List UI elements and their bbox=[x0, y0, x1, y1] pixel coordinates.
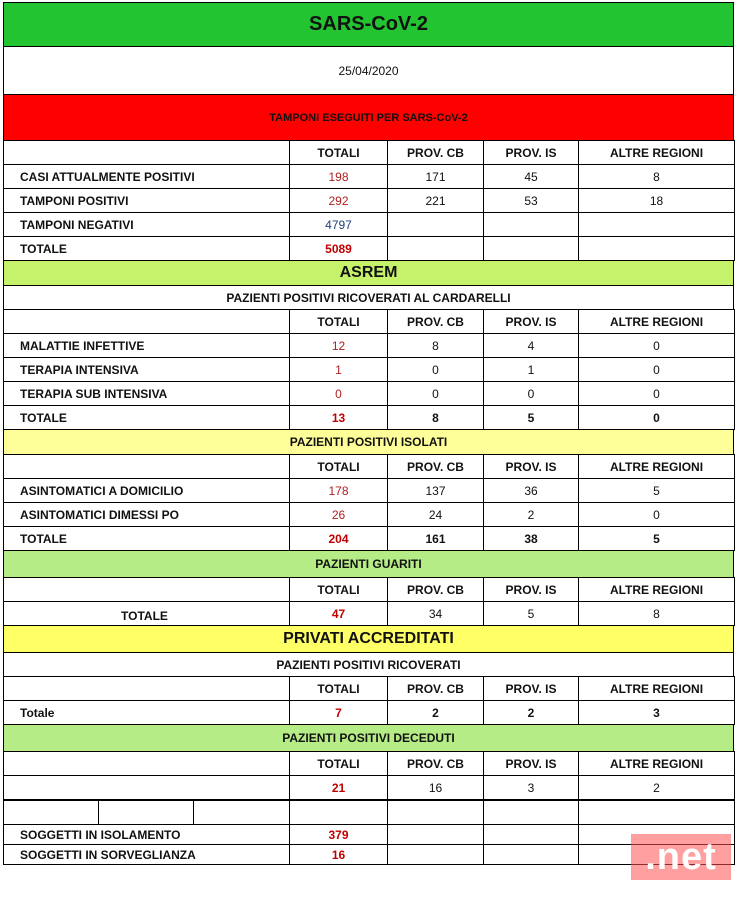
table-row bbox=[4, 527, 735, 551]
table-row bbox=[4, 825, 735, 845]
row-label: TERAPIA SUB INTENSIVA bbox=[4, 382, 290, 406]
header-totali: TOTALI bbox=[290, 310, 388, 334]
cell-totali: 198 bbox=[290, 165, 388, 189]
cell-prov-is bbox=[484, 237, 579, 261]
cell-altre-regioni: 0 bbox=[579, 334, 735, 358]
table-header-row bbox=[4, 752, 735, 776]
covid-report-sheet bbox=[3, 2, 734, 865]
cell-totali: 21 bbox=[290, 776, 388, 800]
row-label: Totale bbox=[4, 701, 290, 725]
cell-altre-regioni: 18 bbox=[579, 189, 735, 213]
ricoverati-cardarelli-title: PAZIENTI POSITIVI RICOVERATI AL CARDARELLI bbox=[3, 285, 734, 309]
cell-totali: 7 bbox=[290, 701, 388, 725]
empty-cell bbox=[388, 845, 484, 865]
guariti-table bbox=[3, 577, 735, 626]
cell-prov-cb: 171 bbox=[388, 165, 484, 189]
cell-altre-regioni: 5 bbox=[579, 479, 735, 503]
table-header-row bbox=[4, 310, 735, 334]
table-row bbox=[4, 334, 735, 358]
table-row bbox=[4, 776, 735, 800]
header-totali: TOTALI bbox=[290, 141, 388, 165]
empty-cell bbox=[484, 825, 579, 845]
cell-totali: 1 bbox=[290, 358, 388, 382]
empty-cell bbox=[388, 825, 484, 845]
row-label: TOTALE bbox=[4, 602, 290, 626]
cell-totali: 13 bbox=[290, 406, 388, 430]
soggetti-value: 16 bbox=[290, 845, 388, 865]
cell-prov-cb bbox=[388, 237, 484, 261]
table-row bbox=[4, 382, 735, 406]
deceduti-section-title: PAZIENTI POSITIVI DECEDUTI bbox=[3, 725, 734, 751]
table-row bbox=[4, 406, 735, 430]
cell-totali: 0 bbox=[290, 382, 388, 406]
cell-totali: 178 bbox=[290, 479, 388, 503]
table-row bbox=[4, 237, 735, 261]
isolati-table bbox=[3, 454, 735, 551]
header-altre-regioni: ALTRE REGIONI bbox=[579, 141, 735, 165]
cell-altre-regioni: 0 bbox=[579, 358, 735, 382]
header-prov-cb: PROV. CB bbox=[388, 578, 484, 602]
cell-prov-is: 2 bbox=[484, 503, 579, 527]
empty-cell bbox=[99, 801, 194, 825]
cell-altre-regioni: 0 bbox=[579, 382, 735, 406]
table-header-row bbox=[4, 578, 735, 602]
report-date: 25/04/2020 bbox=[3, 46, 734, 94]
table-row bbox=[4, 845, 735, 865]
header-totali: TOTALI bbox=[290, 677, 388, 701]
table-row bbox=[4, 213, 735, 237]
row-label: CASI ATTUALMENTE POSITIVI bbox=[4, 165, 290, 189]
row-label: MALATTIE INFETTIVE bbox=[4, 334, 290, 358]
header-totali: TOTALI bbox=[290, 578, 388, 602]
header-prov-cb: PROV. CB bbox=[388, 752, 484, 776]
header-blank bbox=[4, 578, 290, 602]
table-row bbox=[4, 358, 735, 382]
cell-prov-is: 45 bbox=[484, 165, 579, 189]
header-blank bbox=[4, 141, 290, 165]
cell-totali: 204 bbox=[290, 527, 388, 551]
row-label bbox=[4, 776, 290, 800]
table-row bbox=[4, 479, 735, 503]
cell-prov-cb: 8 bbox=[388, 334, 484, 358]
cell-prov-is: 5 bbox=[484, 406, 579, 430]
cell-prov-cb: 137 bbox=[388, 479, 484, 503]
empty-cell bbox=[579, 801, 735, 825]
row-label: TOTALE bbox=[4, 527, 290, 551]
cell-totali: 292 bbox=[290, 189, 388, 213]
empty-cell bbox=[484, 845, 579, 865]
cell-altre-regioni: 0 bbox=[579, 503, 735, 527]
cell-prov-cb: 24 bbox=[388, 503, 484, 527]
cell-prov-is: 0 bbox=[484, 382, 579, 406]
cell-prov-is: 38 bbox=[484, 527, 579, 551]
spacer-row bbox=[4, 801, 735, 825]
header-altre-regioni: ALTRE REGIONI bbox=[579, 752, 735, 776]
header-blank bbox=[4, 677, 290, 701]
header-prov-cb: PROV. CB bbox=[388, 310, 484, 334]
table-row bbox=[4, 602, 735, 626]
header-prov-is: PROV. IS bbox=[484, 752, 579, 776]
cell-prov-cb bbox=[388, 213, 484, 237]
header-prov-is: PROV. IS bbox=[484, 141, 579, 165]
cell-altre-regioni: 0 bbox=[579, 406, 735, 430]
table-header-row bbox=[4, 677, 735, 701]
row-label: TOTALE bbox=[4, 406, 290, 430]
header-altre-regioni: ALTRE REGIONI bbox=[579, 677, 735, 701]
empty-cell bbox=[388, 801, 484, 825]
header-prov-cb: PROV. CB bbox=[388, 141, 484, 165]
watermark-logo: .net bbox=[631, 834, 731, 880]
tamponi-section-title: TAMPONI ESEGUITI PER SARS-CoV-2 bbox=[3, 94, 734, 140]
cell-totali: 4797 bbox=[290, 213, 388, 237]
cell-prov-cb: 16 bbox=[388, 776, 484, 800]
row-label: TOTALE bbox=[4, 237, 290, 261]
cell-prov-is: 53 bbox=[484, 189, 579, 213]
cell-prov-cb: 2 bbox=[388, 701, 484, 725]
privati-ricoverati-title: PAZIENTI POSITIVI RICOVERATI bbox=[3, 652, 734, 676]
cell-prov-cb: 221 bbox=[388, 189, 484, 213]
header-prov-is: PROV. IS bbox=[484, 310, 579, 334]
table-row bbox=[4, 165, 735, 189]
privati-ricoverati-table bbox=[3, 676, 735, 725]
cell-altre-regioni bbox=[579, 213, 735, 237]
asrem-section-title: ASREM bbox=[3, 261, 734, 285]
cell-prov-cb: 0 bbox=[388, 358, 484, 382]
cell-prov-is: 4 bbox=[484, 334, 579, 358]
cell-altre-regioni bbox=[579, 237, 735, 261]
guariti-section-title: PAZIENTI GUARITI bbox=[3, 551, 734, 577]
header-prov-is: PROV. IS bbox=[484, 578, 579, 602]
table-header-row bbox=[4, 455, 735, 479]
header-prov-cb: PROV. CB bbox=[388, 677, 484, 701]
header-altre-regioni: ALTRE REGIONI bbox=[579, 455, 735, 479]
cell-totali: 12 bbox=[290, 334, 388, 358]
cell-totali: 5089 bbox=[290, 237, 388, 261]
soggetti-label: SOGGETTI IN SORVEGLIANZA bbox=[4, 845, 290, 865]
table-header-row bbox=[4, 141, 735, 165]
report-title: SARS-CoV-2 bbox=[3, 2, 734, 46]
header-prov-is: PROV. IS bbox=[484, 677, 579, 701]
cell-prov-cb: 34 bbox=[388, 602, 484, 626]
cell-altre-regioni: 8 bbox=[579, 165, 735, 189]
cell-prov-is bbox=[484, 213, 579, 237]
cell-prov-is: 5 bbox=[484, 602, 579, 626]
privati-section-title: PRIVATI ACCREDITATI bbox=[3, 626, 734, 652]
cell-altre-regioni: 5 bbox=[579, 527, 735, 551]
ricoverati-cardarelli-table bbox=[3, 309, 735, 430]
header-blank bbox=[4, 310, 290, 334]
empty-cell bbox=[484, 801, 579, 825]
table-row bbox=[4, 503, 735, 527]
cell-prov-cb: 161 bbox=[388, 527, 484, 551]
cell-totali: 47 bbox=[290, 602, 388, 626]
deceduti-table bbox=[3, 751, 735, 800]
row-label: ASINTOMATICI DIMESSI PO bbox=[4, 503, 290, 527]
cell-prov-is: 3 bbox=[484, 776, 579, 800]
header-totali: TOTALI bbox=[290, 752, 388, 776]
row-label: TERAPIA INTENSIVA bbox=[4, 358, 290, 382]
header-prov-cb: PROV. CB bbox=[388, 455, 484, 479]
cell-altre-regioni: 2 bbox=[579, 776, 735, 800]
row-label: ASINTOMATICI A DOMICILIO bbox=[4, 479, 290, 503]
header-altre-regioni: ALTRE REGIONI bbox=[579, 578, 735, 602]
row-label: TAMPONI POSITIVI bbox=[4, 189, 290, 213]
empty-cell bbox=[194, 801, 290, 825]
soggetti-table bbox=[3, 800, 735, 865]
table-row bbox=[4, 189, 735, 213]
soggetti-label: SOGGETTI IN ISOLAMENTO bbox=[4, 825, 290, 845]
soggetti-value: 379 bbox=[290, 825, 388, 845]
header-prov-is: PROV. IS bbox=[484, 455, 579, 479]
header-blank bbox=[4, 455, 290, 479]
cell-prov-is: 2 bbox=[484, 701, 579, 725]
empty-cell bbox=[290, 801, 388, 825]
row-label: TAMPONI NEGATIVI bbox=[4, 213, 290, 237]
cell-prov-is: 1 bbox=[484, 358, 579, 382]
cell-prov-cb: 0 bbox=[388, 382, 484, 406]
cell-prov-is: 36 bbox=[484, 479, 579, 503]
table-row bbox=[4, 701, 735, 725]
cell-altre-regioni: 8 bbox=[579, 602, 735, 626]
header-totali: TOTALI bbox=[290, 455, 388, 479]
empty-cell bbox=[4, 801, 99, 825]
cell-altre-regioni: 3 bbox=[579, 701, 735, 725]
cell-totali: 26 bbox=[290, 503, 388, 527]
isolati-section-title: PAZIENTI POSITIVI ISOLATI bbox=[3, 430, 734, 454]
header-blank bbox=[4, 752, 290, 776]
tamponi-table bbox=[3, 140, 735, 261]
header-altre-regioni: ALTRE REGIONI bbox=[579, 310, 735, 334]
cell-prov-cb: 8 bbox=[388, 406, 484, 430]
